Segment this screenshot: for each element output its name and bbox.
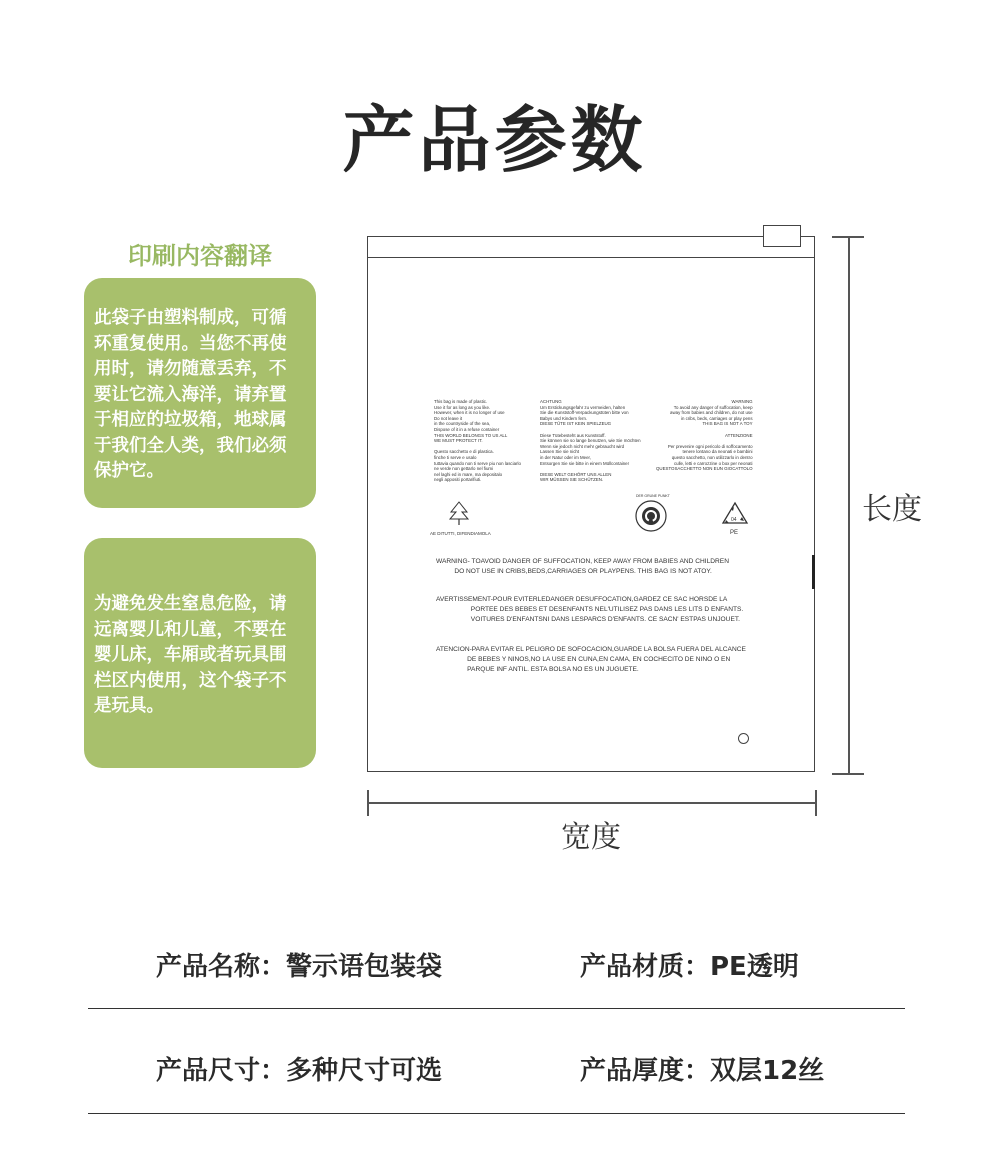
recycle-pe-icon (720, 501, 750, 527)
width-tick-right (815, 790, 817, 816)
green-dot-icon (634, 499, 668, 533)
card-line: 此袋子由塑料制成，可循 (94, 308, 287, 328)
tree-symbol-icon (448, 501, 470, 527)
length-label: 长度 (862, 492, 922, 527)
spec-divider (88, 1008, 905, 1009)
bag-diagram (367, 236, 815, 772)
spec-size: 产品尺寸：多种尺寸可选 (156, 1056, 443, 1086)
width-dimension-line (367, 802, 817, 804)
card-line: 环重复使用。当您不再使 (94, 333, 287, 354)
bag-text-english-italian: This bag is made of plastic. Use it for as long as you like. However, when it is no longer of use Do not leave it in the countryside of the sea, Dispose of it in a refuse container THIS WORLD BELONGS TO US ALL WE MUST PROTECT IT. Questo sacchetto e di plastica. finche ti serve e usalo tuttavia quando non ti serve piu non lasciarlo ne verde non gettarlo nel fiumi nel laghi ed in mare, ma depositalo negli appositi portarifiuti. (434, 399, 521, 483)
tear-notch (812, 555, 815, 589)
card-line: 于我们全人类，我们必须 (94, 435, 287, 456)
card-line: 于相应的垃圾箱，地球属 (94, 410, 287, 430)
card-line: 婴儿床，车厢或者玩具围 (94, 645, 287, 665)
bag-warning-english: WARNING- TOAVOID DANGER OF SUFFOCATION, KEEP AWAY FROM BABIES AND CHILDREN DO NOT USE IN CRIBS,BEDS,CARRIAGES OR PLAYPENS. THIS BAG IS NOT ATOY. (436, 558, 729, 575)
spec-material: 产品材质：PE透明 (580, 952, 799, 982)
spec-product-name: 产品名称：警示语包装袋 (156, 952, 443, 982)
bag-warning-french: AVERTISSEMENT-POUR EVITERLEDANGER DESUFFOCATION,GARDEZ CE SAC HORSDE LA PORTEE DES BEBES ET DESENFANTS NEL'UTILISEZ PAS DANS LES LITS D ENFANTS. VOITURES D'ENFANTSNI DANS LESPARCS D'ENFANTS. CE SACN' ESTPAS UNJOUET. (436, 596, 744, 623)
bag-text-warning-italian: WARNING To avoid any danger of suffocation, keep away from babies and children, do not use in cribs, beds, carriages or play pens THIS BAG IS NOT A TOY ATTENZIONE Per prevenire ogni pericolo di soffocamento tenere lontano da neonati e bambini questo sacchetto, non utilizzarlo in dentro culle, letti e carrozzine o box per neonati QUESTOSACCHETTO NON EUN GIOCATTOLO (656, 399, 753, 472)
width-tick-left (367, 790, 369, 816)
translation-card-warning (84, 538, 316, 768)
bag-warning-spanish: ATENCION-PARA EVITAR EL PELIGRO DE SOFOCACION,GUARDE LA BOLSA FUERA DEL ALCANCE DE BEBES Y NINOS,NO LA USE EN CUNA,EN CAMA, EN COCHECITO DE NINO O EN PARQUE INF ANTIL. ESTA BOLSA NO ES UN JUGUETE. (436, 646, 746, 673)
bag-text-german: ACHTUNG Um Erstickungsgefahr zu vermeiden, halten Sie die Kunststoff-Verpackungstüten bitte von Babys und Kindern fern. DIESE TÜTE IST KEIN SPIELZEUG Diese Tütebesteht aus Kunststoff. Sie können sie so lange benutzen, wie Sie möchten Wenn sie jedoch nicht mehr gebraucht wird Lassen Sie sie nicht in der Natur oder im Meer, Entsorgen Sie sie bitte in einem Müllcontainer DIESE WELT GEHÖRT UNS ALLEN WIR MÜSSEN SIE SCHÜTZEN. (540, 399, 641, 483)
tree-symbol-label: AE DITUTTI, DIFENDIAMOLA (430, 531, 491, 536)
length-tick-bottom (832, 773, 864, 775)
length-dimension-line (848, 236, 850, 774)
card-line: 要让它流入海洋，请弃置 (94, 384, 287, 405)
card-line: 用时，请勿随意丢弃，不 (94, 359, 287, 379)
recycle-number: 04 (731, 517, 737, 523)
green-dot-label: DER GRUNE PUNKT (636, 494, 670, 498)
card-line: 为避免发生窒息危险，请 (94, 594, 287, 614)
card-line: 是玩具。 (94, 696, 164, 716)
hang-tab (763, 225, 801, 247)
air-hole (738, 733, 749, 744)
card-line: 保护它。 (94, 461, 164, 481)
page-title: 产品参数 (342, 98, 647, 182)
card-line: 栏区内使用，这个袋子不 (94, 670, 287, 691)
translation-card-recycle (84, 278, 316, 508)
width-label: 宽度 (561, 820, 621, 855)
recycle-material: PE (730, 530, 739, 536)
spec-divider (88, 1113, 905, 1114)
translation-heading: 印刷内容翻译 (128, 242, 272, 270)
card-line: 远离婴儿和儿童，不要在 (94, 619, 287, 640)
zip-seal-line (368, 257, 814, 258)
length-tick-top (832, 236, 864, 238)
spec-thickness: 产品厚度：双层12丝 (580, 1056, 825, 1086)
